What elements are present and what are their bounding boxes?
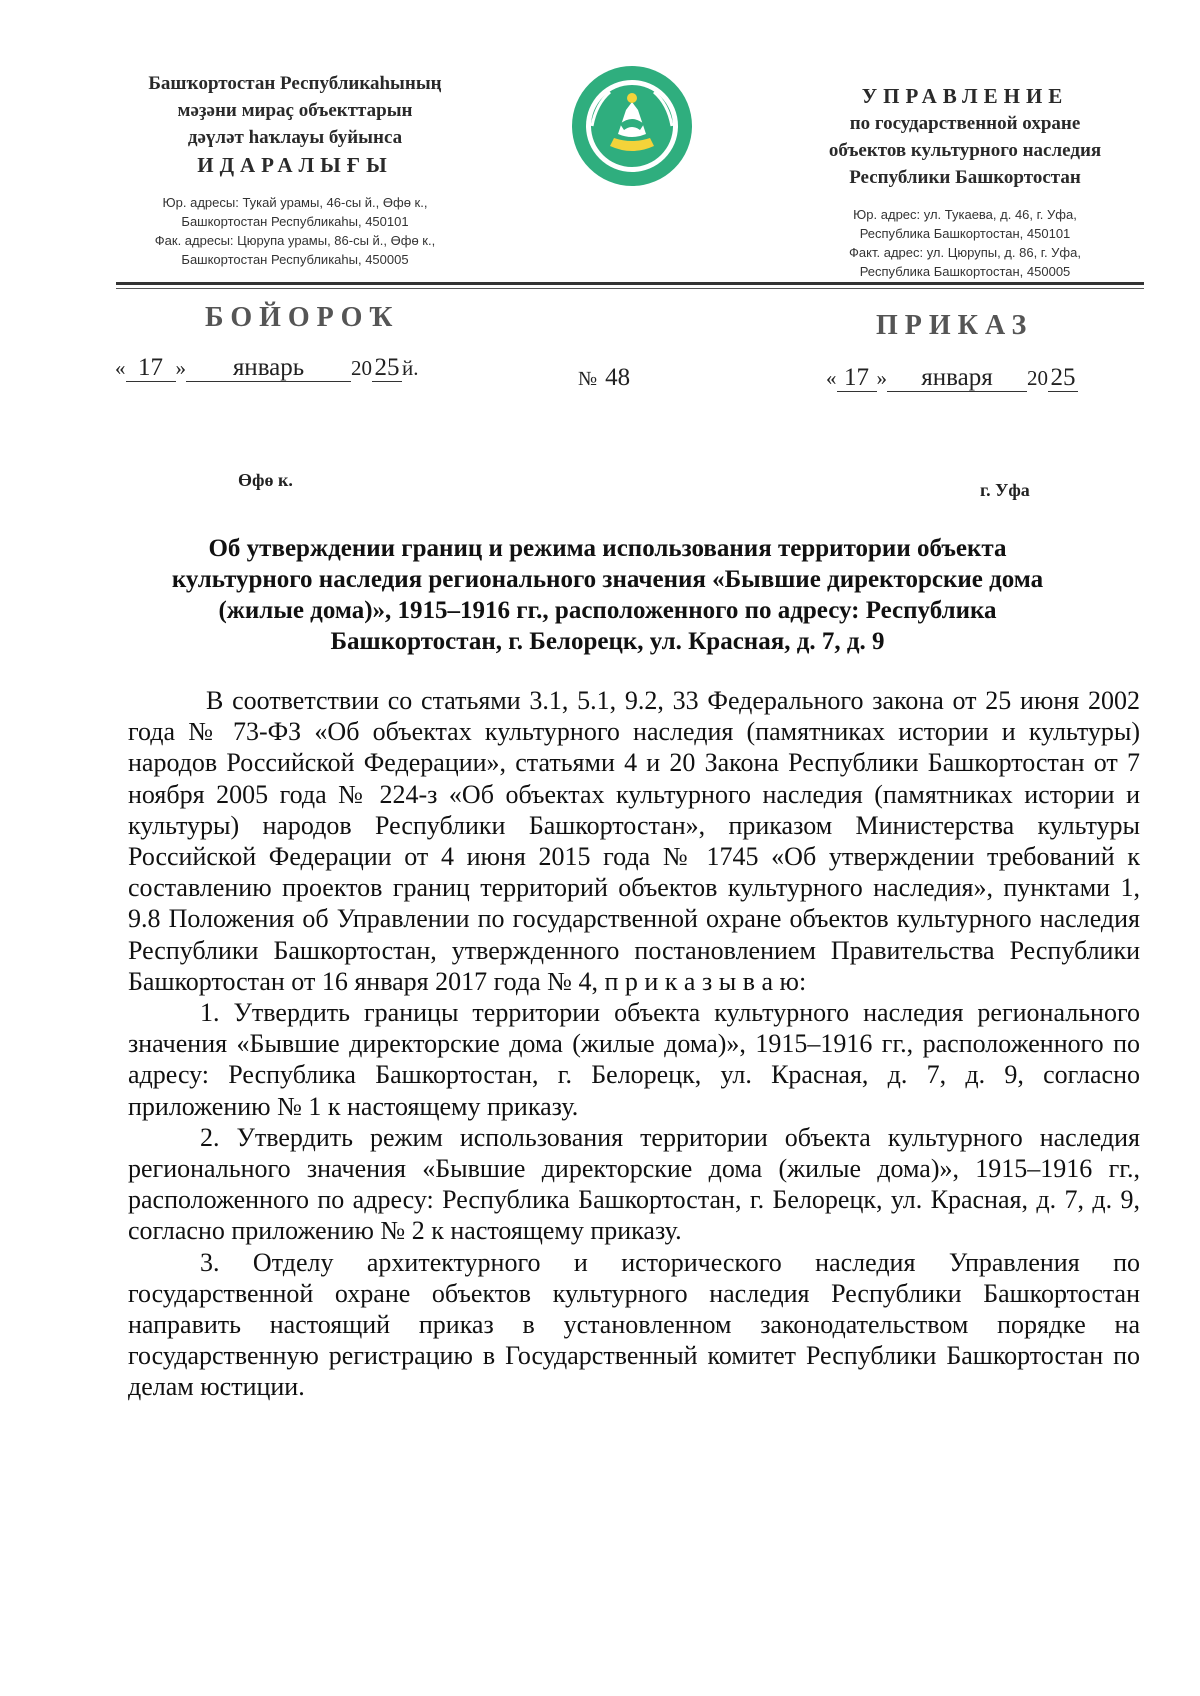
- order-item-1: 1. Утвердить границы территории объекта культурного наследия регионального значения «Бывшие директорские дома (жилые дома)», 1915–1916 гг., расположенного по адресу: Республика Башкортостан, г. Белорецк, ул. Красная, д. 7, д. 9, согласно приложению № 1 к настоящему приказу.: [128, 998, 1140, 1121]
- number-value: 48: [605, 364, 631, 391]
- year-suffix: й.: [402, 356, 419, 380]
- quote-open: «: [826, 366, 837, 390]
- address-line: Фак. адресы: Цюрупа урамы, 86-сы й., Өфө к.,: [154, 233, 436, 248]
- org-name-caps: УПРАВЛЕНИЕ: [861, 84, 1069, 108]
- bashkortostan-emblem-icon: [570, 64, 694, 188]
- date-year: 25: [1048, 365, 1078, 392]
- date-year: 25: [372, 355, 402, 382]
- org-name-line: Республики Башкортостан: [849, 167, 1081, 188]
- address-line: Башкортостан Республикаһы, 450005: [181, 252, 409, 267]
- document-body: [128, 685, 1140, 1403]
- org-name-line: мәҙәни мираҫ объекттарын: [177, 100, 413, 121]
- quote-close: »: [876, 366, 887, 390]
- order-item-2: 2. Утвердить режим использования территории объекта культурного наследия регионального значения «Бывшие директорские дома (жилые дома)», 1915–1916 гг., расположенного по адресу: Республика Башкортостан, г. Белорецк, ул. Красная, д. 7, д. 9, согласно приложению № 2 к настоящему приказу.: [128, 1122, 1140, 1246]
- address-line: Факт. адрес: ул. Цюрупы, д. 86, г. Уфа,: [849, 245, 1081, 260]
- org-name-line: дәүләт һаҡлауы буйынса: [187, 127, 403, 148]
- order-item-3: 3. Отделу архитектурного и исторического наследия Управления по государственной охране объектов культурного наследия Республики Башкортостан направить настоящий приказ в установленном законодательством порядке на государственную регистрацию в Государственный комитет Республики Башкортостан по делам юстиции.: [128, 1247, 1140, 1402]
- org-name-line: Башҡортостан Республикаһының: [148, 73, 442, 94]
- order-title-bashkir: БОЙОРОҠ: [205, 302, 400, 333]
- address-line: Башкортостан Республикаһы, 450101: [181, 214, 409, 229]
- date-day: 17: [837, 365, 877, 392]
- city-bashkir: Өфө к.: [238, 470, 293, 490]
- year-prefix: 20: [1027, 366, 1048, 390]
- order-title-russian: ПРИКАЗ: [876, 310, 1034, 341]
- city-russian: г. Уфа: [980, 480, 1030, 500]
- order-number: [578, 364, 630, 392]
- header-divider-thin: [116, 288, 1144, 289]
- address-block: [110, 193, 480, 269]
- address-line: Республика Башкортостан, 450005: [859, 264, 1071, 279]
- header-divider: [116, 282, 1144, 285]
- header-right-org: [790, 82, 1140, 281]
- date-right: [826, 365, 1078, 392]
- address-block: [790, 205, 1140, 281]
- date-left: [115, 355, 419, 382]
- number-sign: №: [578, 368, 598, 390]
- date-month: январь: [186, 355, 351, 382]
- year-prefix: 20: [351, 356, 372, 380]
- preamble-paragraph: В соответствии со статьями 3.1, 5.1, 9.2, 33 Федерального закона от 25 июня 2002 года № 73-ФЗ «Об объектах культурного наследия (памятниках истории и культуры) народов Российской Федерации», статьями 4 и 20 Закона Республики Башкортостан от 7 ноября 2005 года № 224-з «Об объектах культурного наследия (памятниках истории и культуры) народов Республики Башкортостан», приказом Министерства культуры Российской Федерации от 4 июня 2015 года № 1745 «Об утверждении требований к составлению проектов границ территорий объектов культурного наследия», пунктами 1, 9.8 Положения об Управлении по государственной охране объектов культурного наследия Республики Башкортостан, утвержденного постановлением Правительства Республики Башкортостан от 16 января 2017 года № 4, п р и к а з ы в а ю:: [128, 686, 1140, 996]
- address-line: Юр. адрес: ул. Тукаева, д. 46, г. Уфа,: [853, 207, 1077, 222]
- org-name-caps: ИДАРАЛЫҒЫ: [197, 153, 393, 177]
- header-left-org: [110, 70, 480, 269]
- quote-close: »: [175, 356, 186, 380]
- date-month: января: [887, 365, 1027, 392]
- org-name-line: объектов культурного наследия: [828, 140, 1102, 161]
- org-name-line: по государственной охране: [849, 113, 1081, 134]
- date-day: 17: [126, 355, 176, 382]
- quote-open: «: [115, 356, 126, 380]
- document-title: Об утверждении границ и режима использования территории объекта культурного наследия регионального значения «Бывшие директорские дома (жилые дома)», 1915–1916 гг., расположенного по адресу: Республика Башкортостан, г. Белорецк, ул. Красная, д. 7, д. 9: [171, 535, 1044, 655]
- address-line: Республика Башкортостан, 450101: [859, 226, 1071, 241]
- address-line: Юр. адресы: Тукай урамы, 46-сы й., Өфө к.,: [162, 195, 428, 210]
